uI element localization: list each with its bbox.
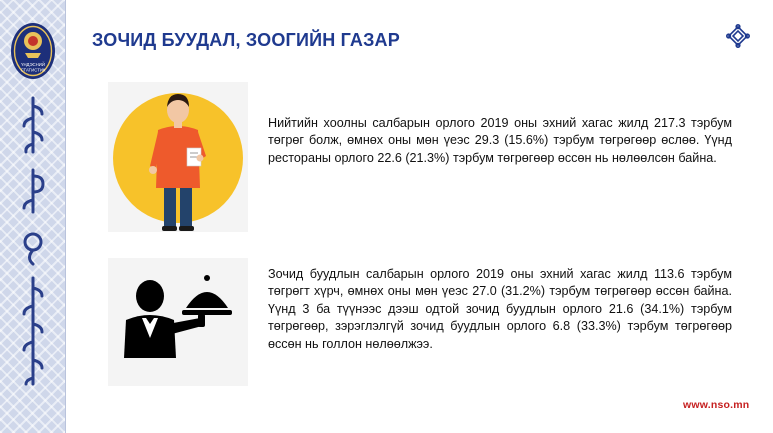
hotel-illustration: [108, 258, 248, 386]
logo-text-line2: СТАТИСТИК: [20, 67, 46, 73]
waiter-person-icon: [108, 82, 248, 232]
nso-emblem-icon: [10, 22, 56, 80]
website-link[interactable]: www.nso.mn: [683, 399, 750, 411]
mongolian-script-icon: [16, 92, 50, 392]
paragraph-hotel-revenue: Зочид буудлын салбарын орлого 2019 оны эхний хагас жилд 113.6 тэрбум төгрөгт хүрч, өмнөх оны мөн үеэс 27.0 (31.2%) тэрбум төгрөгөөр өссөн байна. Үүнд 3 ба түүнээс дээш одтой зочид буудлын орлого 21.6 (34.1%) тэрбум төгрөгөөр, зэрэглэлгүй зочид буудлын орлого 6.8 (33.3%) тэрбум төгрөгөөр өссөн нь голлон нөлөөлжээ.: [268, 267, 732, 351]
butler-cloche-icon: [108, 258, 248, 386]
page-title: ЗОЧИД БУУДАЛ, ЗООГИЙН ГАЗАР: [92, 30, 400, 50]
logo-text-line1: ҮНДЭСНИЙ: [21, 62, 45, 67]
paragraph-restaurant-revenue: Нийтийн хоолны салбарын орлого 2019 оны эхний хагас жилд 217.3 тэрбум төгрөг болж, өмнөх оны мөн үеэс 29.3 (15.6%) тэрбум төгрөгөөр өслөө. Үүнд рестораны орлого 22.6 (21.3%) тэрбум төгрөгөөр өссөн нь нөлөөлсөн байна.: [268, 116, 732, 165]
restaurant-illustration: [108, 82, 248, 232]
decorative-side-band: [0, 0, 66, 433]
endless-knot-icon: [726, 24, 750, 48]
